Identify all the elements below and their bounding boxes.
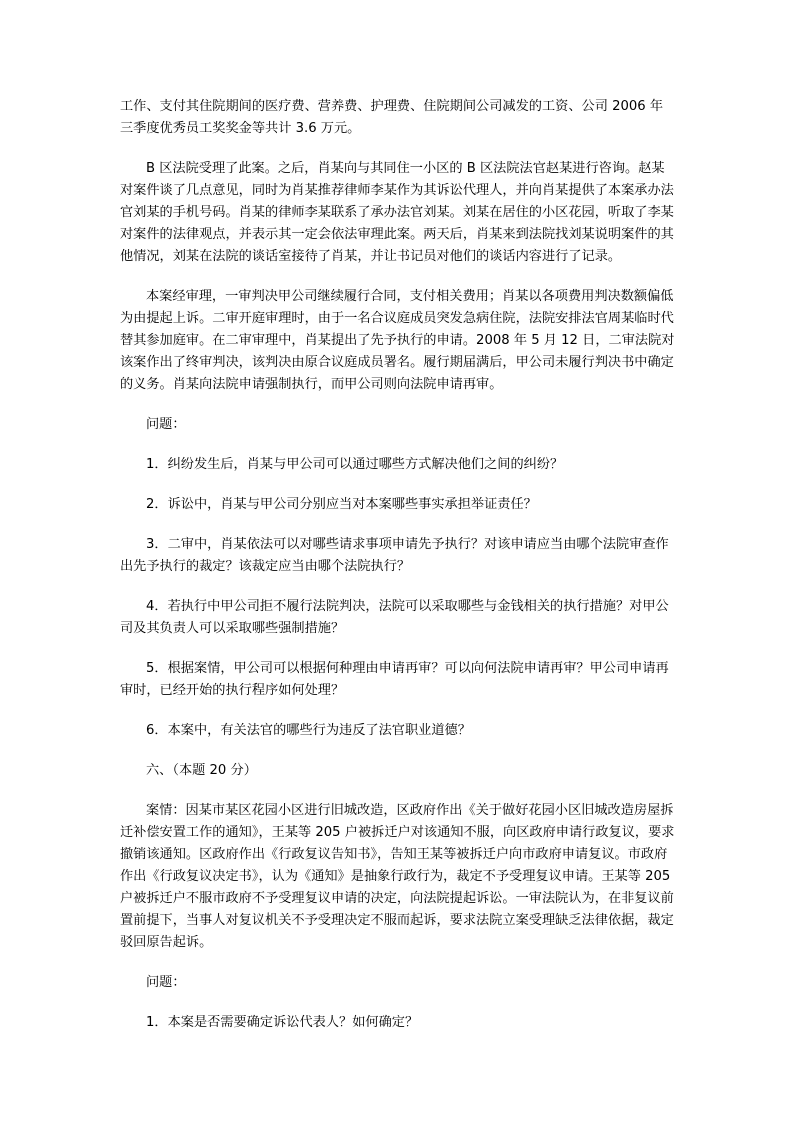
question-2: 2．诉讼中，肖某与甲公司分别应当对本案哪些事实承担举证责任？	[146, 497, 537, 512]
paragraph-case-consultation: B 区法院受理了此案。之后，肖某向与其同住一小区的 B 区法院法官赵某进行咨询。赵某对案件谈了几点意见，同时为肖某推荐律师李某作为其诉讼代理人，并向肖某提供了本案承办法官刘某的手机号码。肖某的律师李某联系了承办法官刘某。刘某在居住的小区花园，听取了李某对案件的法律观点，并表示其一定会依法审理此案。两天后，肖某来到法院找刘某说明案件的其他情况，刘某在法院的谈话室接待了肖某，并让书记员对他们的谈话内容进行了记录。	[120, 161, 674, 264]
paragraph-case-continued: 工作、支付其住院期间的医疗费、营养费、护理费、住院期间公司减发的工资、公司 2006 年三季度优秀员工奖奖金等共计 3.6 万元。	[120, 99, 664, 136]
document-page	[120, 96, 676, 1052]
questions-heading: 问题：	[146, 417, 186, 432]
questions-heading-section-6: 问题：	[146, 975, 186, 990]
question-section-6-1: 1．本案是否需要确定诉讼代表人？如何确定？	[146, 1015, 419, 1030]
paragraph-case-trial: 本案经审理，一审判决甲公司继续履行合同，支付相关费用；肖某以各项费用判决数额偏低为由提起上诉。二审开庭审理时，由于一名合议庭成员突发急病住院，法院安排法官周某临时代替其参加庭审。在二审审理中，肖某提出了先予执行的申请。2008 年 5 月 12 日，二审法院对该案作出了终审判决，该判决由原合议庭成员署名。履行期届满后，甲公司未履行判决书中确定的义务。肖某向法院申请强制执行，而甲公司则向法院申请再审。	[120, 289, 675, 392]
paragraph-case-section-6: 案情：因某市某区花园小区进行旧城改造，区政府作出《关于做好花园小区旧城改造房屋拆迁补偿安置工作的通知》，王某等 205 户被拆迁户对该通知不服，向区政府申请行政复议，要求撤销该通知。区政府作出《行政复议告知书》，告知王某等被拆迁户向市政府申请复议。市政府作出《行政复议决定书》，认为《通知》是抽象行政行为，裁定不予受理复议申请。王某等 205 户被拆迁户不服市政府不予受理复议申请的决定，向法院提起诉讼。一审法院认为，在非复议前置前提下，当事人对复议机关不予受理决定不服而起诉，要求法院立案受理缺乏法律依据，裁定驳回原告起诉。	[120, 803, 675, 950]
question-3: 3．二审中，肖某依法可以对哪些请求事项申请先予执行？对该申请应当由哪个法院审查作出先予执行的裁定？该裁定应当由哪个法院执行？	[120, 537, 669, 574]
question-6: 6．本案中，有关法官的哪些行为违反了法官职业道德？	[146, 723, 471, 738]
question-1: 1．纠纷发生后，肖某与甲公司可以通过哪些方式解决他们之间的纠纷？	[146, 457, 564, 472]
question-4: 4．若执行中甲公司拒不履行法院判决，法院可以采取哪些与金钱相关的执行措施？对甲公司及其负责人可以采取哪些强制措施？	[120, 599, 669, 636]
question-5: 5．根据案情，甲公司可以根据何种理由申请再审？可以向何法院申请再审？甲公司申请再审时，已经开始的执行程序如何处理？	[120, 661, 669, 698]
section-heading-6: 六、（本题 20 分）	[146, 763, 257, 778]
